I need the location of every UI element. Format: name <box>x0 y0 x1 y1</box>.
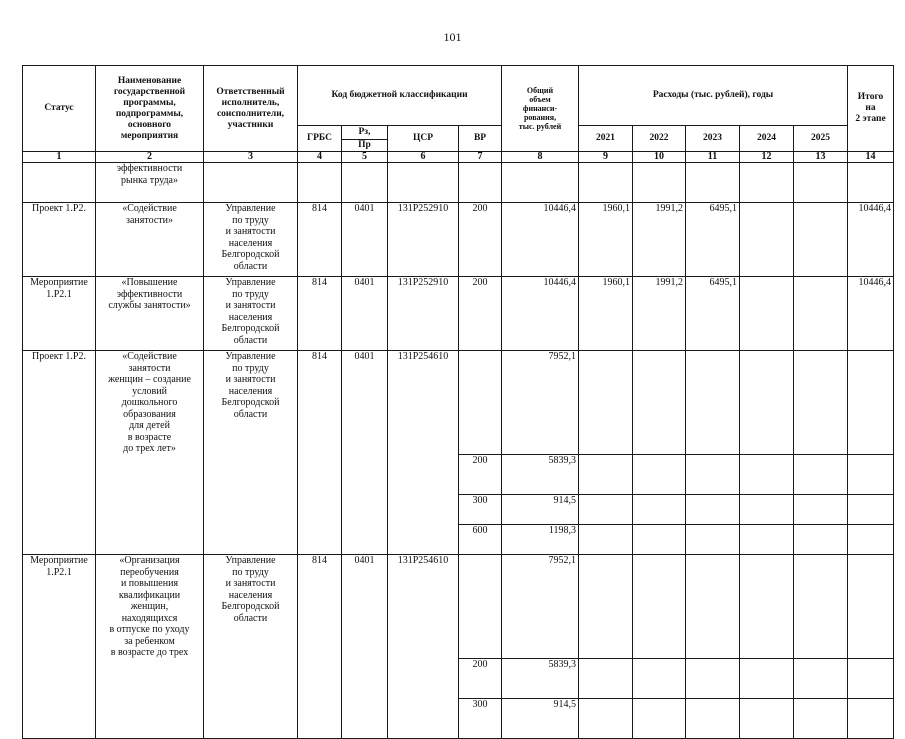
row-rzpr: 0401 <box>342 203 388 277</box>
group2-name: «Организация переобучения и повышения квалификации женщин, находящихся в отпуске по уходу за ребенком в возрасте до трех <box>96 555 204 659</box>
group1-vr: 200 <box>459 455 502 495</box>
page-number: 101 <box>443 30 462 44</box>
row-rzpr: 0401 <box>342 277 388 351</box>
group1-vr: 600 <box>459 525 502 555</box>
row-vr: 200 <box>459 277 502 351</box>
header-pr: Пр <box>358 139 371 150</box>
col-num: 2 <box>96 152 204 163</box>
row-total: 10446,4 <box>502 203 579 277</box>
column-numbers-row <box>23 152 894 163</box>
row-name: «Содействие занятости» <box>96 203 204 277</box>
header-stage-total: Итого на 2 этапе <box>848 66 894 152</box>
header-year-2025: 2025 <box>794 126 848 152</box>
group2-status: Мероприятие 1.Р2.1 <box>23 555 96 659</box>
col-num: 9 <box>579 152 633 163</box>
row-y2023: 6495,1 <box>686 277 740 351</box>
group1-rzpr: 0401 <box>342 351 388 455</box>
group2-vr: 300 <box>459 699 502 739</box>
header-name: Наименование государственной программы, подпрограммы, основного мероприятия <box>96 66 204 152</box>
row-y2022: 1991,2 <box>633 277 686 351</box>
header-status: Статус <box>23 66 96 152</box>
group2-csr: 131Р254610 <box>388 555 459 659</box>
header-expenses: Расходы (тыс. рублей), годы <box>579 66 848 126</box>
group2-total: 7952,1 <box>502 555 579 659</box>
row-stage-total: 10446,4 <box>848 203 894 277</box>
group1-executor: Управление по труду и занятости населения Белгородской области <box>204 351 298 455</box>
row-y2021: 1960,1 <box>579 277 633 351</box>
row-executor: Управление по труду и занятости населения Белгородской области <box>204 203 298 277</box>
group1-total: 914,5 <box>502 495 579 525</box>
header-csr: ЦСР <box>388 126 459 152</box>
group1-status: Проект 1.Р2. <box>23 351 96 455</box>
table-row-group1-line <box>23 351 894 455</box>
header-year-2024: 2024 <box>740 126 794 152</box>
col-num: 5 <box>342 152 388 163</box>
table-row-group1-line <box>23 455 894 495</box>
col-num: 11 <box>686 152 740 163</box>
header-rz: Рз, <box>342 127 387 140</box>
col-num: 8 <box>502 152 579 163</box>
table-row-group2-line <box>23 659 894 699</box>
header-total-volume: Общий объем финанси- рования, тыс. рублей <box>502 66 579 152</box>
header-year-2023: 2023 <box>686 126 740 152</box>
table-row-group1-line <box>23 495 894 525</box>
header-budget-code: Код бюджетной классификации <box>298 66 502 126</box>
table-row-measure <box>23 277 894 351</box>
group2-grbs: 814 <box>298 555 342 659</box>
group1-total: 7952,1 <box>502 351 579 455</box>
col-num: 4 <box>298 152 342 163</box>
group2-rzpr: 0401 <box>342 555 388 659</box>
row-grbs: 814 <box>298 203 342 277</box>
group1-csr: 131Р254610 <box>388 351 459 455</box>
row-csr: 131Р252910 <box>388 203 459 277</box>
row-status: Проект 1.Р2. <box>23 203 96 277</box>
col-num: 3 <box>204 152 298 163</box>
row-status: Мероприятие 1.Р2.1 <box>23 277 96 351</box>
row-executor: Управление по труду и занятости населения Белгородской области <box>204 277 298 351</box>
row-y2024 <box>740 203 794 277</box>
row-y2021: 1960,1 <box>579 203 633 277</box>
group2-total: 5839,3 <box>502 659 579 699</box>
group1-grbs: 814 <box>298 351 342 455</box>
group2-vr: 200 <box>459 659 502 699</box>
row-total: 10446,4 <box>502 277 579 351</box>
header-vr: ВР <box>459 126 502 152</box>
group1-name: «Содействие занятости женщин – создание условий дошкольного образования для детей в возрасте до трех лет» <box>96 351 204 455</box>
row-y2022: 1991,2 <box>633 203 686 277</box>
col-num: 12 <box>740 152 794 163</box>
group1-total: 5839,3 <box>502 455 579 495</box>
row-csr: 131Р252910 <box>388 277 459 351</box>
row-y2023: 6495,1 <box>686 203 740 277</box>
table-row-group2-line <box>23 555 894 659</box>
table-row-project <box>23 203 894 277</box>
group1-vr: 300 <box>459 495 502 525</box>
header-executor: Ответственный исполнитель, соисполнители, участники <box>204 66 298 152</box>
row-y2024 <box>740 277 794 351</box>
header-year-2021: 2021 <box>579 126 633 152</box>
row-name: «Повышение эффективности службы занятости» <box>96 277 204 351</box>
col-num: 14 <box>848 152 894 163</box>
group2-executor: Управление по труду и занятости населения Белгородской области <box>204 555 298 659</box>
col-num: 10 <box>633 152 686 163</box>
budget-table <box>22 65 894 739</box>
group1-vr <box>459 351 502 455</box>
group2-vr <box>459 555 502 659</box>
col-num: 1 <box>23 152 96 163</box>
table-row-group1-line <box>23 525 894 555</box>
cont-name: эффективности рынка труда» <box>96 163 204 203</box>
row-vr: 200 <box>459 203 502 277</box>
table-row-group2-line <box>23 699 894 739</box>
group2-total: 914,5 <box>502 699 579 739</box>
col-num: 7 <box>459 152 502 163</box>
row-grbs: 814 <box>298 277 342 351</box>
row-y2025 <box>794 277 848 351</box>
header-grbs: ГРБС <box>298 126 342 152</box>
table-row-continuation <box>23 163 894 203</box>
header-year-2022: 2022 <box>633 126 686 152</box>
header-rzpr <box>342 126 388 152</box>
row-stage-total: 10446,4 <box>848 277 894 351</box>
col-num: 13 <box>794 152 848 163</box>
row-y2025 <box>794 203 848 277</box>
header-row-1 <box>23 66 894 126</box>
col-num: 6 <box>388 152 459 163</box>
group1-total: 1198,3 <box>502 525 579 555</box>
